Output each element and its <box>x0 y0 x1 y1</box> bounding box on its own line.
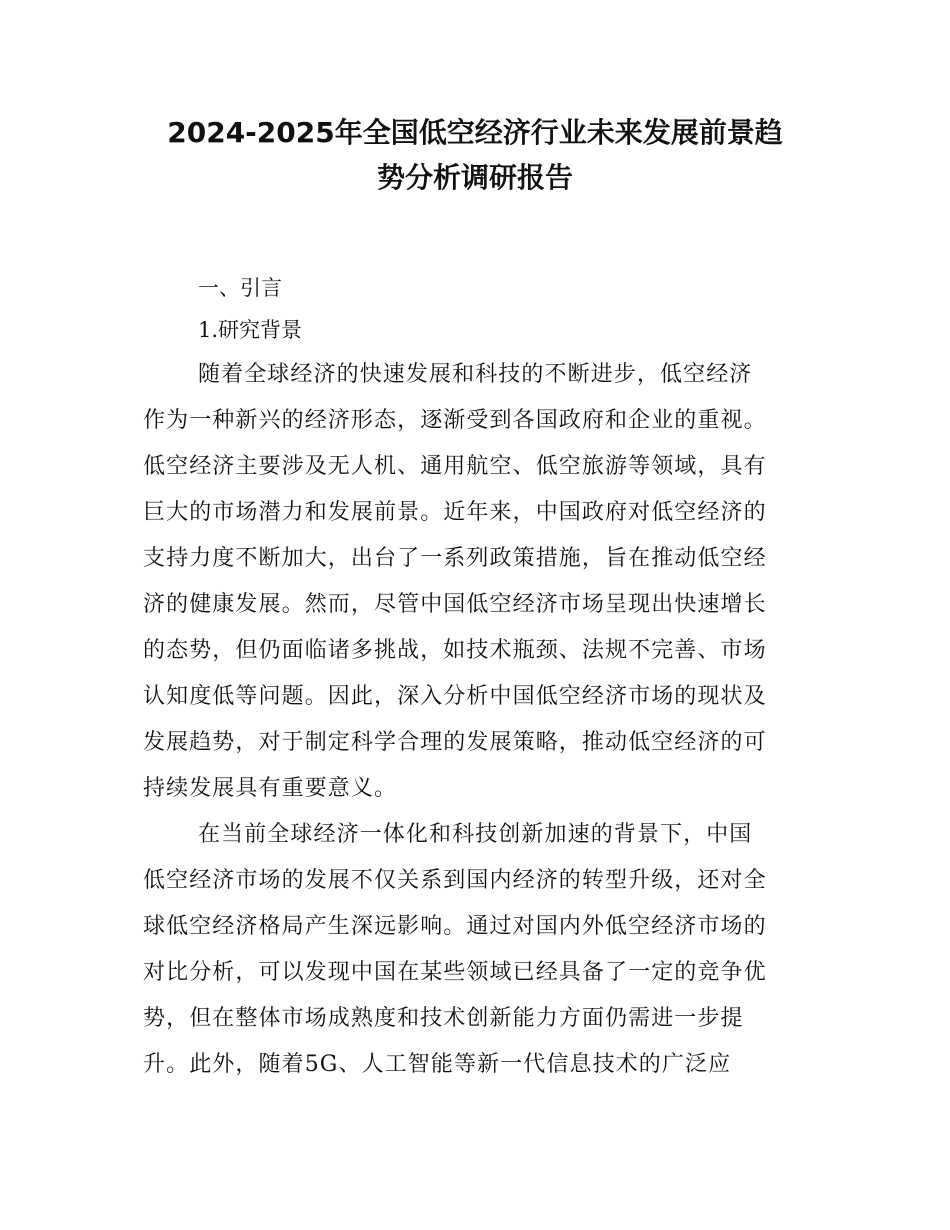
text-line: 随着全球经济的快速发展和科技的不断进步，低空经济 <box>198 362 753 387</box>
text-line: 的态势，但仍面临诸多挑战，如技术瓶颈、法规不完善、市场 <box>143 638 767 663</box>
text-line: 升。此外，随着5G、人工智能等新一代信息技术的广泛应 <box>143 1052 732 1077</box>
text-line: 低空经济市场的发展不仅关系到国内经济的转型升级，还对全 <box>143 868 767 893</box>
subsection-heading: 1.研究背景 <box>198 318 303 342</box>
text-line: 支持力度不断加大，出台了一系列政策措施，旨在推动低空经 <box>143 546 767 571</box>
text-line: 在当前全球经济一体化和科技创新加速的背景下，中国 <box>198 822 753 847</box>
document-title <box>100 110 850 200</box>
text-line: 对比分析，可以发现中国在某些领域已经具备了一定的竞争优 <box>143 960 767 985</box>
text-line: 发展趋势，对于制定科学合理的发展策略，推动低空经济的可 <box>143 730 767 755</box>
title-line: 势分析调研报告 <box>376 161 573 194</box>
text-line: 作为一种新兴的经济形态，逐渐受到各国政府和企业的重视。 <box>143 408 767 433</box>
text-line: 巨大的市场潜力和发展前景。近年来，中国政府对低空经济的 <box>143 500 767 525</box>
section-heading: 一、引言 <box>198 276 282 300</box>
text-line: 低空经济主要涉及无人机、通用航空、低空旅游等领域，具有 <box>143 454 767 479</box>
paragraph-research-background <box>143 352 813 812</box>
text-line: 持续发展具有重要意义。 <box>143 776 398 801</box>
text-line: 势，但在整体市场成熟度和技术创新能力方面仍需进一步提 <box>143 1006 744 1031</box>
document-body <box>143 268 813 1088</box>
paragraph-global-context <box>143 812 813 1088</box>
text-line: 认知度低等问题。因此，深入分析中国低空经济市场的现状及 <box>143 684 767 709</box>
text-line: 济的健康发展。然而，尽管中国低空经济市场呈现出快速增长 <box>143 592 767 617</box>
text-line: 球低空经济格局产生深远影响。通过对国内外低空经济市场的 <box>143 914 767 939</box>
title-line: 2024-2025年全国低空经济行业未来发展前景趋 <box>167 116 783 149</box>
